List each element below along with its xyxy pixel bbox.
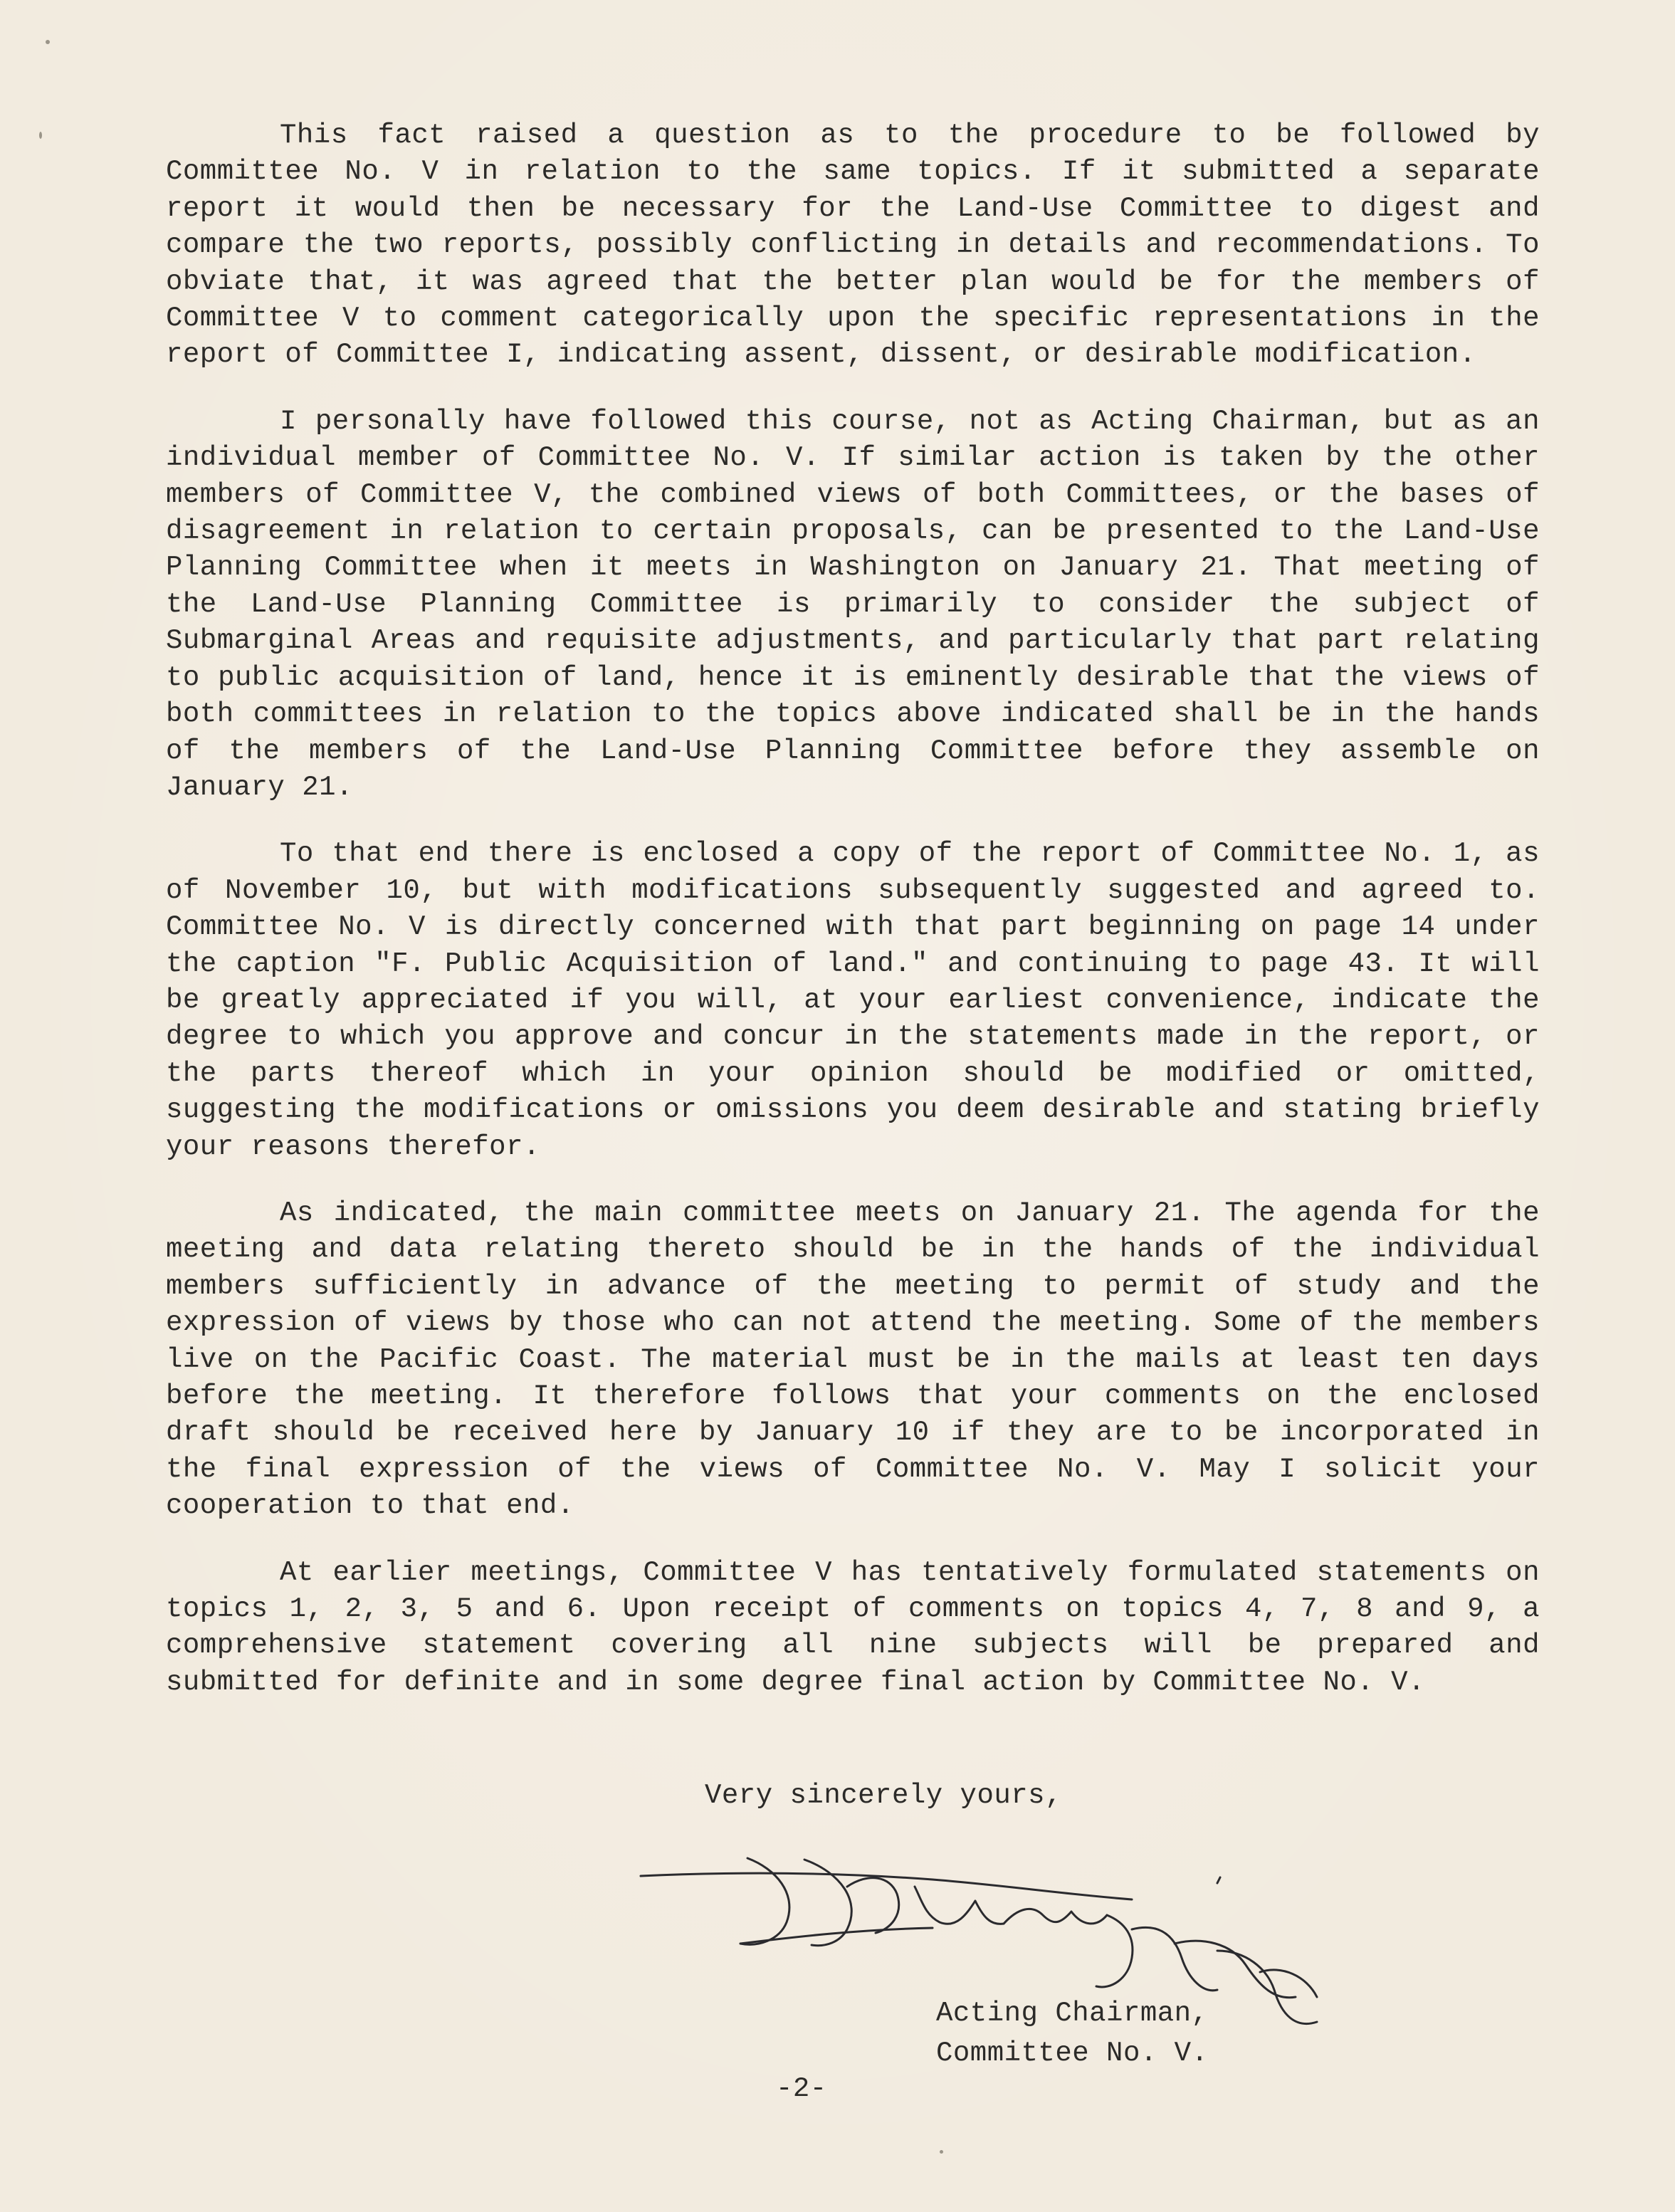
- paragraph-earlier-meetings: At earlier meetings, Committee V has tentatively formulated statements on topics 1, 2, 3, 5 and 6. Upon receipt of comments on topics 4, 7, 8 and 9, a comprehensive statement covering all nine subjects will be prepared and submitted for definite and in some degree final action by Committee No. V.: [166, 1556, 1540, 1698]
- signer-title-line2: Committee No. V.: [936, 2038, 1209, 2069]
- signer-title-line1: Acting Chairman,: [936, 1998, 1209, 2029]
- paper-speck: [46, 40, 50, 44]
- paragraph-procedure: This fact raised a question as to the procedure to be followed by Committee No. V in relation to the same topics. If it submitted a separate report it would then be necessary for the Land-Use Committee to digest and compare the two reports, possibly conflicting in details and recommendations. To obviate that, it was agreed that the better plan would be for the members of Committee V to comment categorically upon the specific representations in the report of Committee I, indicating assent, dissent, or desirable modification.: [166, 120, 1540, 371]
- paragraph-meeting-deadline: As indicated, the main committee meets on January 21. The agenda for the meeting and data relating thereto should be in the hands of the individual members sufficiently in advance of the meeting to permit of study and the expression of views by those who can not attend the meeting. Some of the members live on the Pacific Coast. The material must be in the mails at least ten days before the meeting. It therefore follows that your comments on the enclosed draft should be received here by January 10 if they are to be incorporated in the final expression of the views of Committee No. V. May I solicit your cooperation to that end.: [166, 1197, 1540, 1522]
- paragraph-personal-course: I personally have followed this course, not as Acting Chairman, but as an individual member of Committee No. V. If similar action is taken by the other members of Committee V, the combined views of both Committees, or the bases of disagreement in relation to certain proposals, can be presented to the Land-Use Planning Committee when it meets in Washington on January 21. That meeting of the Land-Use Planning Committee is primarily to consider the subject of Submarginal Areas and requisite adjustments, and particularly that part relating to public acquisition of land, hence it is eminently desirable that the views of both committees in relation to the topics above indicated shall be in the hands of the members of the Land-Use Planning Committee before they assemble on January 21.: [166, 405, 1540, 803]
- paragraph-enclosed-report: To that end there is enclosed a copy of the report of Committee No. 1, as of November 10, but with modifications subsequently suggested and agreed to. Committee No. V is directly concerned with that part beginning on page 14 under the caption "F. Public Acquisition of land." and continuing to page 43. It will be greatly appreciated if you will, at your earliest convenience, indicate the degree to which you approve and concur in the statements made in the report, or the parts thereof which in your opinion should be modified or omitted, suggesting the modifications or omissions you deem desirable and stating briefly your reasons therefor.: [166, 838, 1540, 1163]
- letter-body: [166, 117, 1540, 1731]
- closing-salutation: Very sincerely yours,: [705, 1780, 1062, 1811]
- signer-title: [936, 1993, 1208, 2073]
- page-number: -2-: [776, 2073, 827, 2104]
- paper-speck: [940, 2150, 943, 2154]
- paper-speck: [39, 132, 42, 139]
